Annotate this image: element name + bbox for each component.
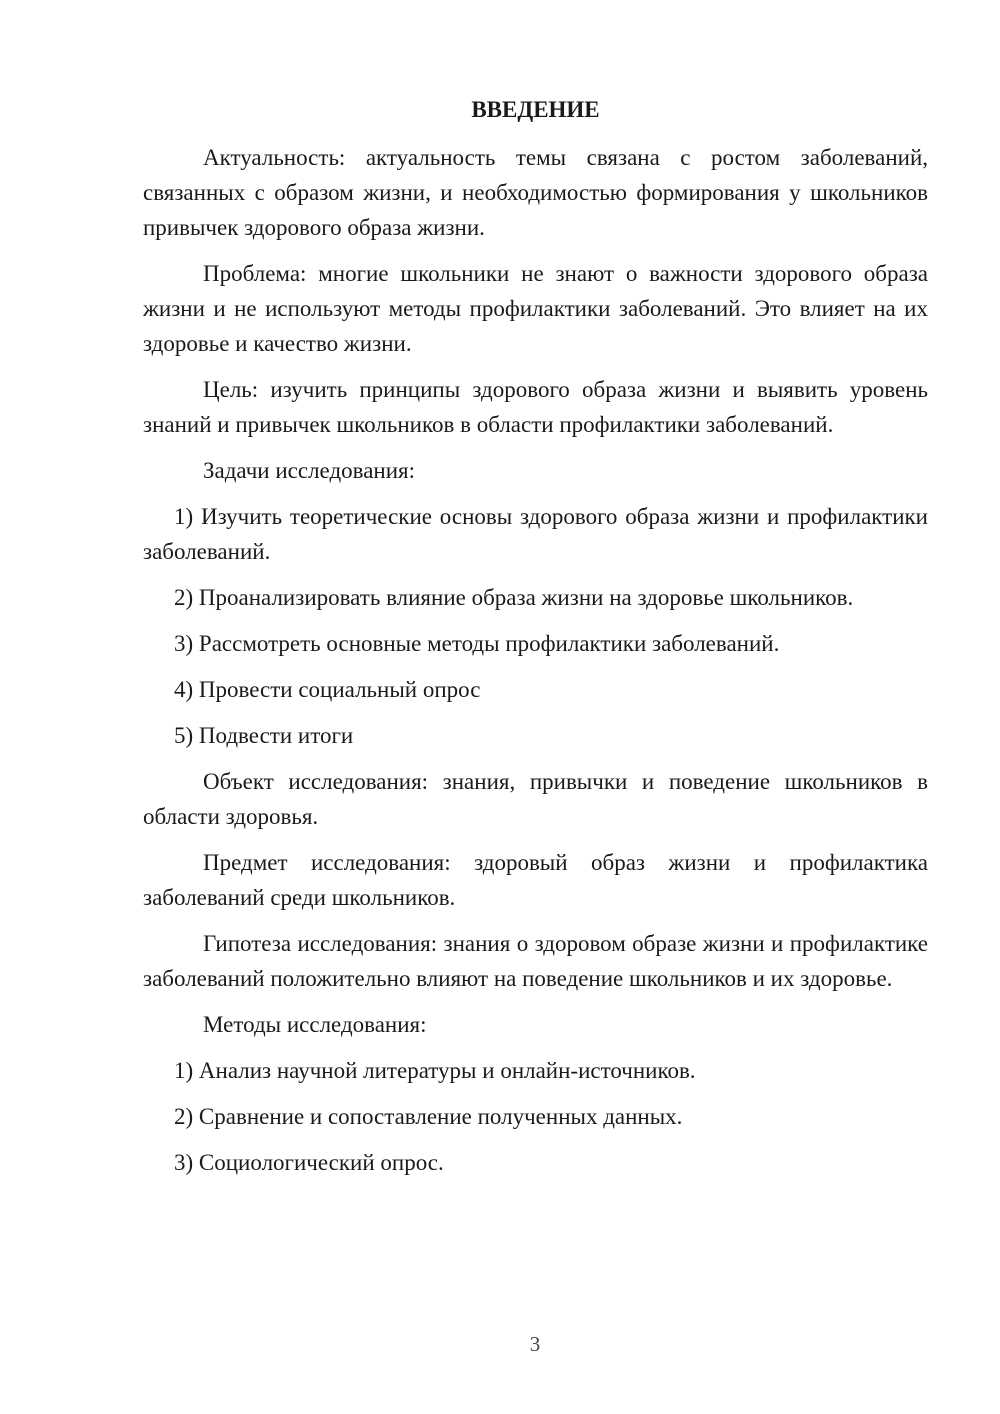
goal-paragraph: Цель: изучить принципы здорового образа жизни и выявить уровень знаний и привычек школьников в области профилактики заболеваний. bbox=[143, 377, 928, 437]
task-item-3: 3) Рассмотреть основные методы профилактики заболеваний. bbox=[174, 631, 780, 656]
method-item-3: 3) Социологический опрос. bbox=[174, 1150, 444, 1175]
relevance-paragraph: Актуальность: актуальность темы связана с ростом заболеваний, связанных с образом жизни, и необходимостью формирования у школьников привычек здорового образа жизни. bbox=[143, 145, 928, 240]
tasks-heading: Задачи исследования: bbox=[203, 458, 416, 483]
page-content bbox=[143, 92, 928, 1191]
page-number: 3 bbox=[529, 1332, 541, 1356]
hypothesis-paragraph: Гипотеза исследования: знания о здоровом образе жизни и профилактике заболеваний положительно влияют на поведение школьников и их здоровье. bbox=[143, 931, 928, 991]
task-item-1: 1) Изучить теоретические основы здорового образа жизни и профилактики заболеваний. bbox=[143, 504, 928, 564]
task-item-2: 2) Проанализировать влияние образа жизни на здоровье школьников. bbox=[174, 585, 854, 610]
task-item-5: 5) Подвести итоги bbox=[174, 723, 354, 748]
subject-paragraph: Предмет исследования: здоровый образ жизни и профилактика заболеваний среди школьников. bbox=[143, 850, 928, 910]
methods-heading: Методы исследования: bbox=[203, 1012, 427, 1037]
problem-paragraph: Проблема: многие школьники не знают о важности здорового образа жизни и не используют методы профилактики заболеваний. Это влияет на их здоровье и качество жизни. bbox=[143, 261, 928, 356]
task-item-4: 4) Провести социальный опрос bbox=[174, 677, 481, 702]
section-heading: ВВЕДЕНИЕ bbox=[471, 97, 600, 122]
method-item-2: 2) Сравнение и сопоставление полученных данных. bbox=[174, 1104, 683, 1129]
method-item-1: 1) Анализ научной литературы и онлайн-источников. bbox=[174, 1058, 696, 1083]
object-paragraph: Объект исследования: знания, привычки и поведение школьников в области здоровья. bbox=[143, 769, 928, 829]
